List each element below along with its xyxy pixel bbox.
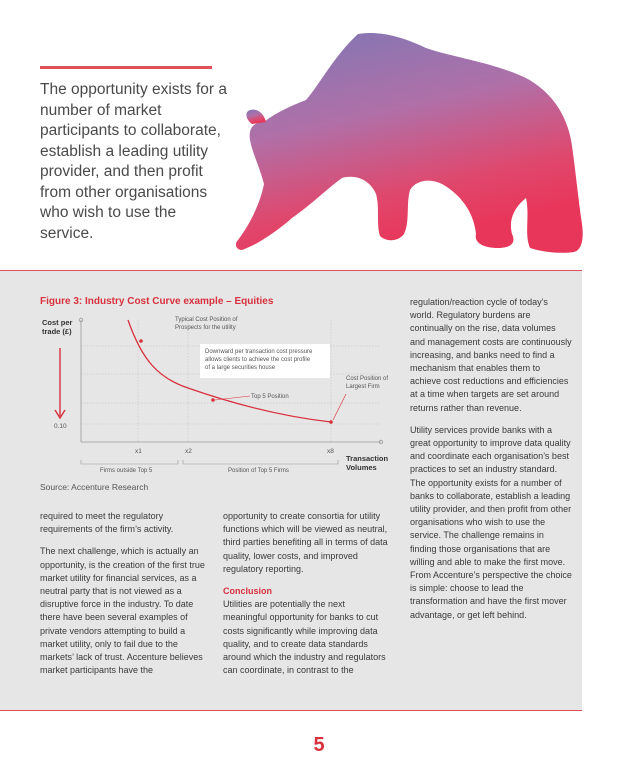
bracket-top5 xyxy=(183,460,338,464)
annotation-top5: Top 5 Position xyxy=(251,394,289,400)
annotation-largest: Cost Position of Largest Firm xyxy=(346,376,389,390)
x-tick-x2: x2 xyxy=(185,448,192,455)
point-typical xyxy=(139,339,143,343)
top-accent-rule xyxy=(40,66,212,69)
paragraph: Utilities are potentially the next meaningful opportunity for banks to cut costs significantly while improving data quality, and to create data standards around which the industry and regulators can coordinate, in contrast to the xyxy=(223,599,386,676)
annotation-typical: Typical Cost Position of Prospects for the utility xyxy=(175,317,238,331)
bear-image xyxy=(230,28,602,264)
paragraph: The next challenge, which is actually an opportunity, is the creation of the first true market utility for financial services, as a neutral party that is not viewed as a disruptive force in the industry. To date there have been several examples of private vendors attempting to build a market utility, only to fail due to the markets’ lack of trust. Accenture believes market participants have the xyxy=(40,546,205,676)
annotation-downward: Downward per transaction cost pressure allows clients to achieve the cost profile of a large securities house xyxy=(205,349,313,371)
x-tick-x8: x8 xyxy=(327,448,334,455)
paragraph: regulation/reaction cycle of today’s world. Regulatory burdens are continually on the rise, data volumes and management costs are continuously increasing, and banks need to find a mechanism that enables them to achieve cost reductions and efficiencies at a time when targets are set around returns rather than revenue. xyxy=(410,297,572,413)
page-number: 5 xyxy=(313,734,325,756)
conclusion-heading: Conclusion xyxy=(223,586,272,597)
column-left xyxy=(40,510,205,686)
group-top5: Position of Top 5 Firms xyxy=(228,468,289,474)
paragraph: Utility services provide banks with a great opportunity to improve data quality and coordinate each organisation’s best practices to set an industry standard. The opportunity exists for a number of banks to collaborate, establish a leading utility provider, and then profit from other organisations who wish to use the service. The challenge remains in finding those organisations that are willing and able to make the first move. From Accenture’s perspective the choice is simple: choose to lead the transformation and have the first mover advantage, or get left behind. xyxy=(410,424,572,620)
bracket-outside-top5 xyxy=(81,460,178,464)
leader-largest xyxy=(333,394,346,420)
point-top5 xyxy=(211,398,215,402)
figure-source: Source: Accenture Research xyxy=(40,482,149,492)
pull-quote: The opportunity exists for a number of market participants to collaborate, establish a leading utility provider, and then profit from other organisations who wish to use the service. xyxy=(40,81,227,242)
point-largest xyxy=(329,420,333,424)
column-middle xyxy=(223,510,389,686)
column-right xyxy=(410,296,572,631)
paragraph: opportunity to create consortia for utility functions which will be viewed as neutral, third parties benefiting all in terms of data quality, lower costs, and improved regulatory reporting. xyxy=(223,511,388,574)
y-axis-label: Cost per trade (£) xyxy=(42,318,73,336)
group-outside-top5: Firms outside Top 5 xyxy=(100,468,153,474)
y-tick-label: 0.10 xyxy=(54,423,67,430)
gridlines xyxy=(81,320,381,442)
cost-curve-chart xyxy=(38,308,390,480)
x-tick-x1: x1 xyxy=(135,448,142,455)
paragraph: required to meet the regulatory requirements of the firm’s activity. xyxy=(40,511,174,535)
x-axis-label: Transaction Volumes xyxy=(346,454,389,472)
band-bottom-rule xyxy=(0,710,582,711)
figure-title: Figure 3: Industry Cost Curve example – Equities xyxy=(40,296,274,307)
